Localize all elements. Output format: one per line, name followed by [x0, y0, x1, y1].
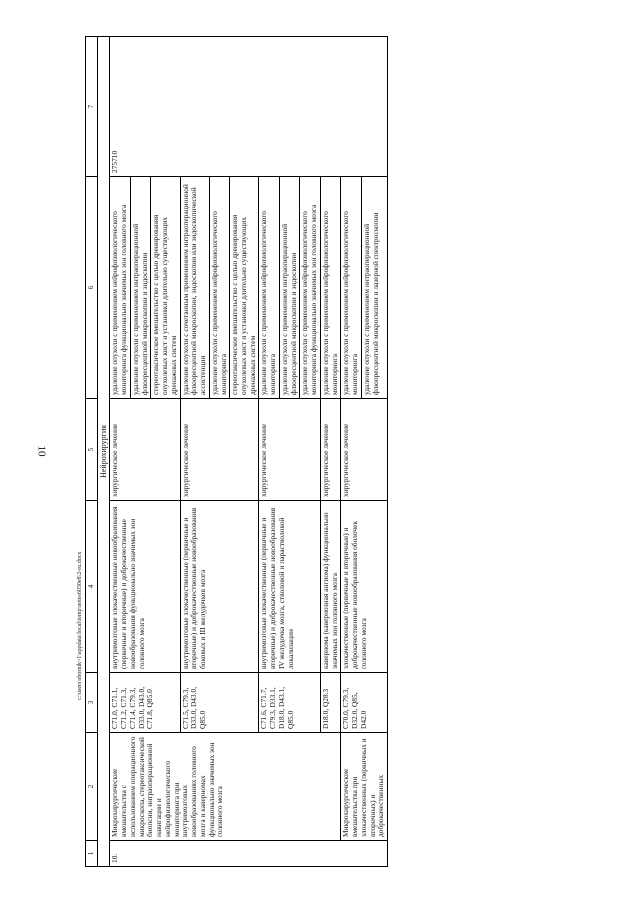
page-number: 10	[35, 445, 48, 457]
group-name: Микрохирургические вмешательства при злокачественных (первичных и вторичных) и доброкачественных	[341, 733, 388, 841]
treatment-type: хирургическое лечение	[259, 399, 320, 501]
method-item: удаление опухоли с применением нейрофизиологического мониторинга	[320, 211, 339, 395]
method-item: удаление опухоли с сочетанным применением интраоперационной флюоресцентной микроскопии, эндоскопии или эндоскопической ассистенции	[181, 177, 210, 398]
method-item: стереотаксическое вмешательство с целью дренирования опухолевых кист и установки длительно существующих дренажных систем	[151, 214, 178, 395]
icd-codes: C71.5, C79.3, D33.0, D43.0, Q85.0	[180, 673, 259, 733]
procedures-table	[85, 36, 388, 867]
methods-cell	[341, 177, 388, 399]
treatment-type: хирургическое лечение	[341, 399, 388, 501]
column-number-row	[86, 37, 98, 867]
treatment-type: хирургическое лечение	[320, 399, 340, 501]
column-header: 6	[86, 177, 98, 399]
method-item: удаление опухоли с применением нейрофизиологического мониторинга	[259, 177, 279, 398]
table-row	[110, 37, 180, 867]
icd-codes: C71.6, C71.7, C79.3, D33.1, D18.0, D43.1, Q85.0	[259, 673, 320, 733]
method-item: удаление опухоли с применением нейрофизиологического мониторинга функционально значимых зон головного мозга	[300, 204, 319, 395]
rotated-table-container	[85, 37, 555, 867]
patient-model: внутримозговые злокачественные (первичные и вторичные) и доброкачественные новообразования IV желудочка мозга, стволовой и парастволовой локализации	[259, 501, 320, 673]
treatment-type: хирургическое лечение	[180, 399, 259, 501]
column-header: 1	[86, 841, 98, 867]
methods-cell	[180, 177, 259, 399]
icd-codes: D18.0, Q28.3	[320, 673, 340, 733]
method-item: удаление опухоли с применением нейрофизиологического мониторинга функционально значимых зон головного мозга	[110, 177, 130, 398]
methods-cell	[110, 177, 180, 399]
file-path-footer: c:\users\sbornik~1\appdata\local\temp\notes6030e8\2-ru.docx	[77, 551, 83, 700]
method-item: удаление опухоли с применением нейрофизиологического мониторинга	[341, 177, 361, 398]
method-item: стереотаксическое вмешательство с целью дренирования опухолевых кист и установки длительно существующих дренажных систем	[230, 214, 257, 395]
section-row	[98, 37, 110, 867]
icd-codes: C70.0, C79.3, D32.0, Q85, D42.0	[341, 673, 388, 733]
column-header: 7	[86, 37, 98, 177]
patient-model: внутримозговые злокачественные (первичные и вторичные) и доброкачественные новообразования боковых и III желудочков мозга	[180, 501, 259, 673]
patient-model: внутримозговые злокачественные новообразования (первичные и вторичные) и доброкачественные новообразования функционально значимых зон головного мозга	[110, 501, 180, 673]
column-header: 5	[86, 399, 98, 501]
group-name: Микрохирургические вмешательства с использованием операционного микроскопа, стереотаксической биопсии, интраоперационной навигации и нейрофизиологического мониторинга при внутримозговых новообразованиях головного мозга и каверномах функционально значимых зон головного мозга	[110, 733, 341, 841]
method-item: удаление опухоли с применением интраоперационной флюоресцентной микроскопии и эндоскопии	[131, 177, 151, 398]
column-header: 4	[86, 501, 98, 673]
methods-cell	[259, 177, 320, 399]
methods-cell	[320, 177, 340, 399]
method-item: удаление опухоли с применением интраоперационной флюоресцентной микроскопии и лазерной спектроскопии	[361, 212, 380, 395]
method-item: удаление опухоли с применением интраоперационной флюоресцентной микроскопии и эндоскопии	[280, 177, 300, 398]
section-title: Нейрохирургия	[98, 37, 110, 867]
column-header: 3	[86, 673, 98, 733]
treatment-type: хирургическое лечение	[110, 399, 180, 501]
column-header: 2	[86, 733, 98, 841]
method-item: удаление опухоли с применением нейрофизиологического мониторинга	[210, 177, 230, 398]
patient-model: злокачественные (первичные и вторичные) и доброкачественные новообразования оболочек головного мозга	[341, 501, 388, 673]
price: 275710	[110, 37, 388, 177]
row-number: 10.	[110, 841, 388, 867]
icd-codes: C71.0, C71.1, C71.2, C71.3, C71.4, C79.3, D33.0, D43.0, C71.8, Q85.0	[110, 673, 180, 733]
patient-model: кавернома (кавернозная ангиома) функционально значимых зон головного мозга	[320, 501, 340, 673]
